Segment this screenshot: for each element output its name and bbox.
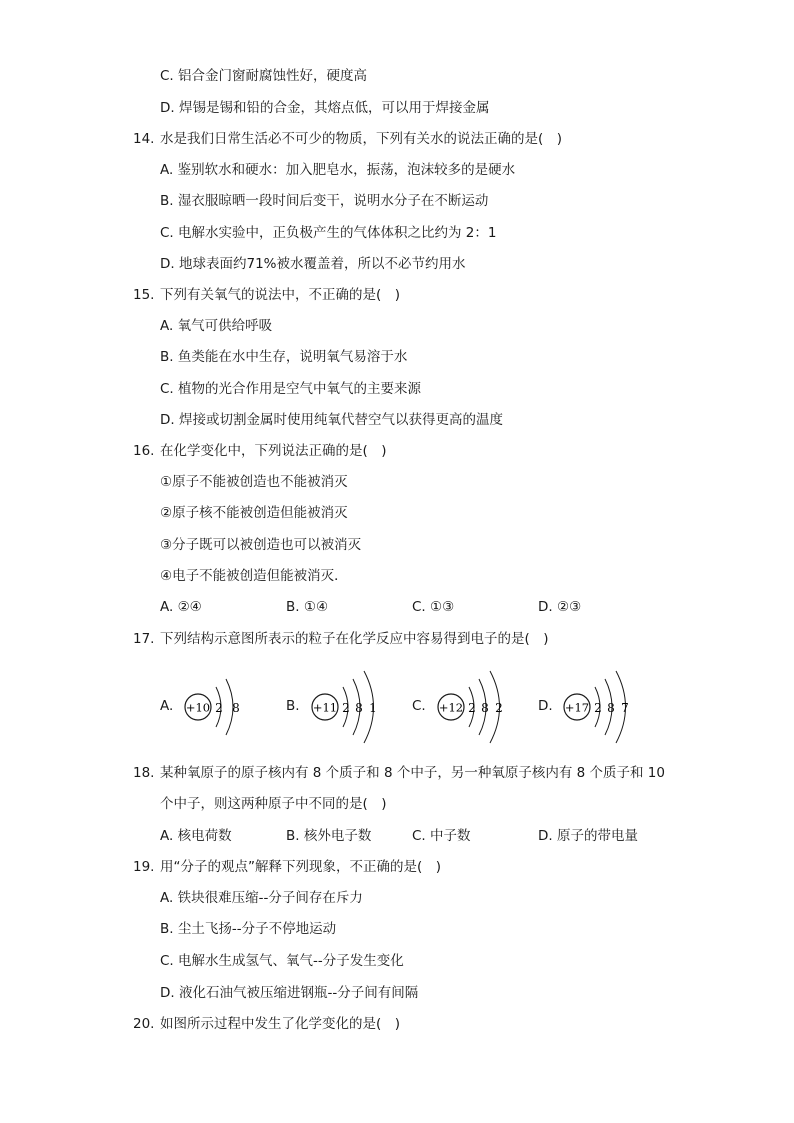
shell-b-3: 1 [369,701,377,715]
nucleus-a: +10 [185,700,211,715]
q19-text: 用“分子的观点”解释下列现象，不正确的是( ) [160,859,442,875]
shell-c-3: 2 [495,701,503,715]
q17-number: 17. [133,631,155,647]
q16-statement-1: ①原子不能被创造也不能被消灭 [160,474,348,490]
q18-option-a: A. 核电荷数 [160,828,232,844]
q14-option-b: B. 湿衣服晾晒一段时间后变干，说明水分子在不断运动 [160,193,489,209]
q15-option-b: B. 鱼类能在水中生存，说明氧气易溶于水 [160,349,408,365]
q15-option-c: C. 植物的光合作用是空气中氧气的主要来源 [160,381,422,397]
q19-option-b: B. 尘土飞扬--分子不停地运动 [160,921,337,937]
q18-text-line2: 个中子，则这两种原子中不同的是( ) [160,796,387,812]
q20-text: 如图所示过程中发生了化学变化的是( ) [160,1016,401,1032]
q16-option-d: D. ②③ [538,599,582,615]
q17-option-d-letter: D. [538,698,553,714]
q17-text: 下列结构示意图所表示的粒子在化学反应中容易得到电子的是( ) [160,631,549,647]
q14-option-c: C. 电解水实验中，正负极产生的气体体积之比约为 2：1 [160,225,497,241]
q13-option-c: C. 铝合金门窗耐腐蚀性好，硬度高 [160,68,368,84]
nucleus-d: +17 [564,700,590,715]
atom-diagram-c [435,665,515,759]
q16-option-a: A. ②④ [160,599,202,615]
q16-option-b: B. ①④ [286,599,329,615]
q15-text: 下列有关氧气的说法中，不正确的是( ) [160,287,401,303]
atom-diagram-b [309,665,389,759]
q15-option-d: D. 焊接或切割金属时使用纯氧代替空气以获得更高的温度 [160,412,503,428]
nucleus-b: +11 [312,700,338,715]
q16-number: 16. [133,443,155,459]
q19-option-d: D. 液化石油气被压缩进钢瓶--分子间有间隔 [160,985,419,1001]
q17-option-a-letter: A. [160,698,174,714]
q16-statement-2: ②原子核不能被创造但能被消灭 [160,505,348,521]
q16-statement-4: ④电子不能被创造但能被消灭． [160,568,348,584]
q18-option-d: D. 原子的带电量 [538,828,638,844]
shell-a-1: 2 [215,701,223,715]
shell-d-2: 8 [607,701,615,715]
shell-d-3: 7 [621,701,629,715]
q16-text: 在化学变化中，下列说法正确的是( ) [160,443,387,459]
nucleus-c: +12 [438,700,464,715]
atom-diagram-a [182,665,252,759]
q16-option-c: C. ①③ [412,599,455,615]
q19-option-a: A. 铁块很难压缩--分子间存在斥力 [160,890,363,906]
atom-diagram-d [561,665,641,759]
shell-b-1: 2 [342,701,350,715]
shell-d-1: 2 [594,701,602,715]
q15-option-a: A. 氧气可供给呼吸 [160,318,273,334]
q14-text: 水是我们日常生活必不可少的物质，下列有关水的说法正确的是( ) [160,131,563,147]
q17-option-b-letter: B. [286,698,300,714]
q13-option-d: D. 焊锡是锡和铅的合金，其熔点低，可以用于焊接金属 [160,100,490,116]
q18-option-b: B. 核外电子数 [286,828,372,844]
shell-c-2: 8 [481,701,489,715]
q14-number: 14. [133,131,155,147]
shell-c-1: 2 [468,701,476,715]
q14-option-d: D. 地球表面约71%被水覆盖着，所以不必节约用水 [160,256,466,272]
q18-text-line1: 某种氧原子的原子核内有 8 个质子和 8 个中子，另一种氧原子核内有 8 个质子和 10 [160,765,665,781]
q18-option-c: C. 中子数 [412,828,471,844]
q14-option-a: A. 鉴别软水和硬水：加入肥皂水，振荡，泡沫较多的是硬水 [160,162,516,178]
q15-number: 15. [133,287,155,303]
shell-a-2: 8 [232,701,240,715]
q16-statement-3: ③分子既可以被创造也可以被消灭 [160,537,362,553]
q19-number: 19. [133,859,155,875]
q20-number: 20. [133,1016,155,1032]
q19-option-c: C. 电解水生成氢气、氧气--分子发生变化 [160,953,404,969]
q18-number: 18. [133,765,155,781]
shell-b-2: 8 [355,701,363,715]
q17-option-c-letter: C. [412,698,426,714]
